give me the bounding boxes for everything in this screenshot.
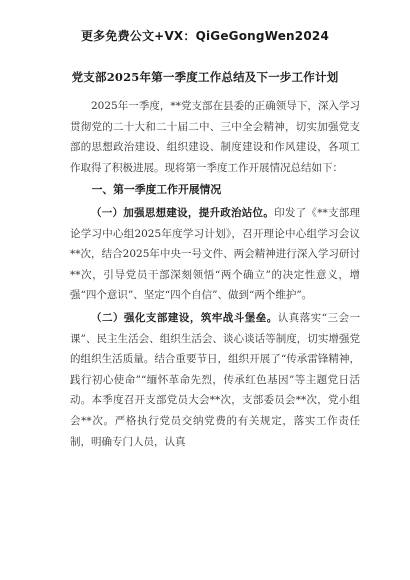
intro-paragraph: 2025年一季度，**党支部在县委的正确领导下，深入学习贯彻党的二十大和二十届二中、三中全会精神，切实加强党支部的思想政治建设、组织建设、制度建设和作风建设，各项工作取得了积极进展。现将第一季度工作开展情况总结如下：: [70, 100, 360, 174]
document-title: 党支部2025年第一季度工作总结及下一步工作计划: [71, 70, 339, 84]
section-heading-1: 一、第一季度工作开展情况: [91, 183, 222, 197]
document-body: [70, 96, 360, 452]
item-2-paragraph: [70, 308, 360, 452]
item-2-body: 认真落实“三会一课”、民主生活会、组织生活会、谈心谈话等制度，切实增强党的组织生活质量。结合重要节日，组织开展了“传承雷锋精神，践行初心使命”“缅怀革命先烈，传承红色基因”等主题党日活动。本季度召开支部党员大会**次，支部委员会**次，党小组会**次。严格执行党员交纳党费的有关规定，落实工作责任制，明确专门人员，认真: [70, 311, 360, 448]
item-2-lead: （二）强化支部建设，筑牢战斗堡垒。: [91, 311, 278, 324]
item-1-paragraph: [70, 203, 360, 306]
item-1-lead: （一）加强思想建设，提升政治站位。: [91, 206, 275, 219]
item-1-body: 印发了《**支部理论学习中心组2025年度学习计划》，召开理论中心组学习会议**次，结合2025年中央一号文件、两会精神进行深入学习研讨**次，引导党员干部深刻领悟“两个确立”的决定性意义，增强“四个意识”、坚定“四个自信”、做到“两个维护”。: [70, 206, 361, 302]
watermark-header: 更多免费公文+VX：QiGeGongWen2024: [80, 29, 329, 43]
